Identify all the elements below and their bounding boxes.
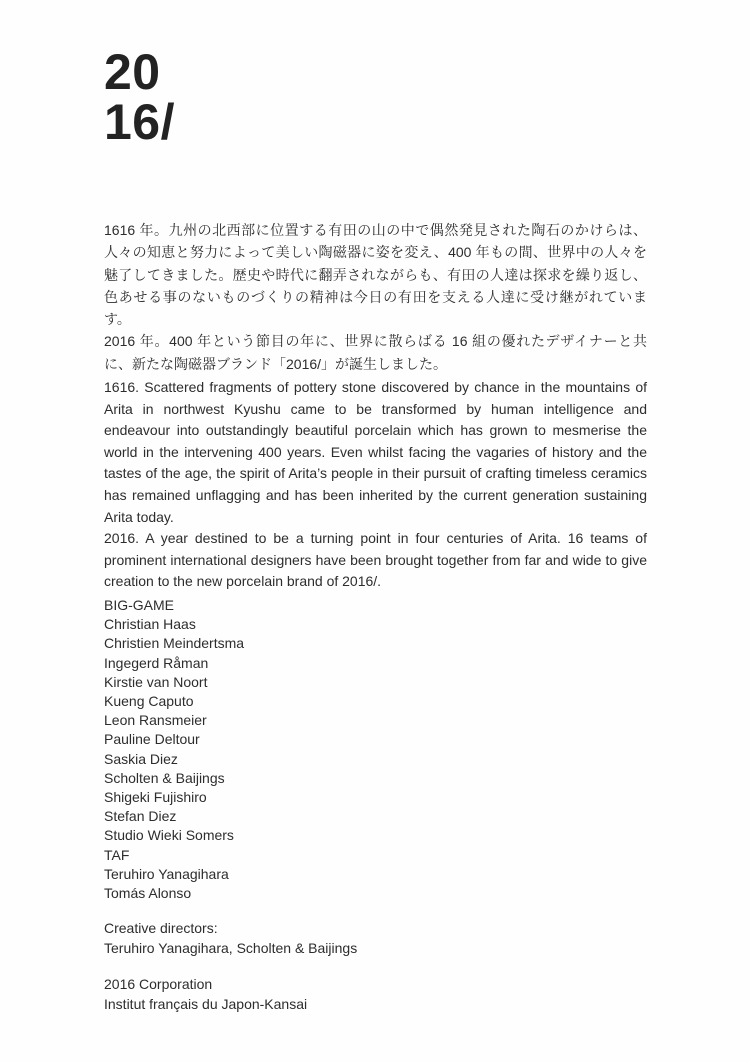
designer-name: Teruhiro Yanagihara <box>104 865 229 882</box>
designer-list <box>104 596 244 903</box>
designer-name: Kirstie van Noort <box>104 673 208 690</box>
logo-line-1: 20 <box>104 44 161 100</box>
organization-name: Institut français du Japon-Kansai <box>104 996 308 1012</box>
designer-name: Scholten & Baijings <box>104 769 225 786</box>
intro-japanese-para-1: 1616 年。九州の北西部に位置する有田の山の中で偶然発見された陶石のかけらは、人々の知恵と努力によって美しい陶磁器に姿を変え、400 年もの間、世界中の人々を魅了してきました。歴史や時代に翻弄されながらも、有田の人達は探求を繰り返し、色あせる事のないものづくりの精神は今日の有田を支える人達に受け継がれています。 <box>104 222 647 328</box>
designer-name: Ingegerd Råman <box>104 654 209 671</box>
organizations <box>104 974 307 1014</box>
designer-name: Studio Wieki Somers <box>104 827 234 844</box>
designer-name: Pauline Deltour <box>104 731 200 748</box>
designer-name: Christien Meindertsma <box>104 635 245 652</box>
organization-name: 2016 Corporation <box>104 976 213 992</box>
intro-english-para-2: 2016. A year destined to be a turning point in four centuries of Arita. 16 teams of prominent international designers have been brought together from far and wide to give creation to the new porcelain brand of 2016/. <box>104 530 647 590</box>
designer-name: Shigeki Fujishiro <box>104 789 207 806</box>
creative-directors <box>104 919 357 958</box>
intro-english-para-1: 1616. Scattered fragments of pottery stone discovered by chance in the mountains of Arita in northwest Kyushu came to be transformed by human intelligence and endeavour into outstandingly beautiful porcelain which has grown to mesmerise the world in the intervening 400 years. Even whilst facing the vagaries of history and the tastes of the age, the spirit of Arita’s people in their pursuit of crafting timeless ceramics has remained unflagging and has been inherited by the current generation sustaining Arita today. <box>104 379 647 525</box>
creative-directors-label: Creative directors: <box>104 920 218 936</box>
designer-name: Stefan Diez <box>104 808 177 825</box>
designer-name: Saskia Diez <box>104 750 178 767</box>
designer-name: Leon Ransmeier <box>104 712 207 729</box>
creative-directors-names: Teruhiro Yanagihara, Scholten & Baijings <box>104 939 358 956</box>
designer-name: TAF <box>104 846 130 863</box>
designer-name: BIG-GAME <box>104 597 175 613</box>
logo-line-2: 16/ <box>104 94 176 150</box>
intro-japanese-para-2: 2016 年。400 年という節目の年に、世界に散らばる 16 組の優れたデザイナーと共に、新たな陶磁器ブランド「2016/」が誕生しました。 <box>104 333 647 372</box>
intro-english <box>104 377 647 593</box>
designer-name: Tomás Alonso <box>104 885 192 902</box>
designer-name: Kueng Caputo <box>104 693 194 710</box>
intro-japanese <box>104 219 647 375</box>
brand-logo <box>104 44 176 150</box>
designer-name: Christian Haas <box>104 616 196 633</box>
